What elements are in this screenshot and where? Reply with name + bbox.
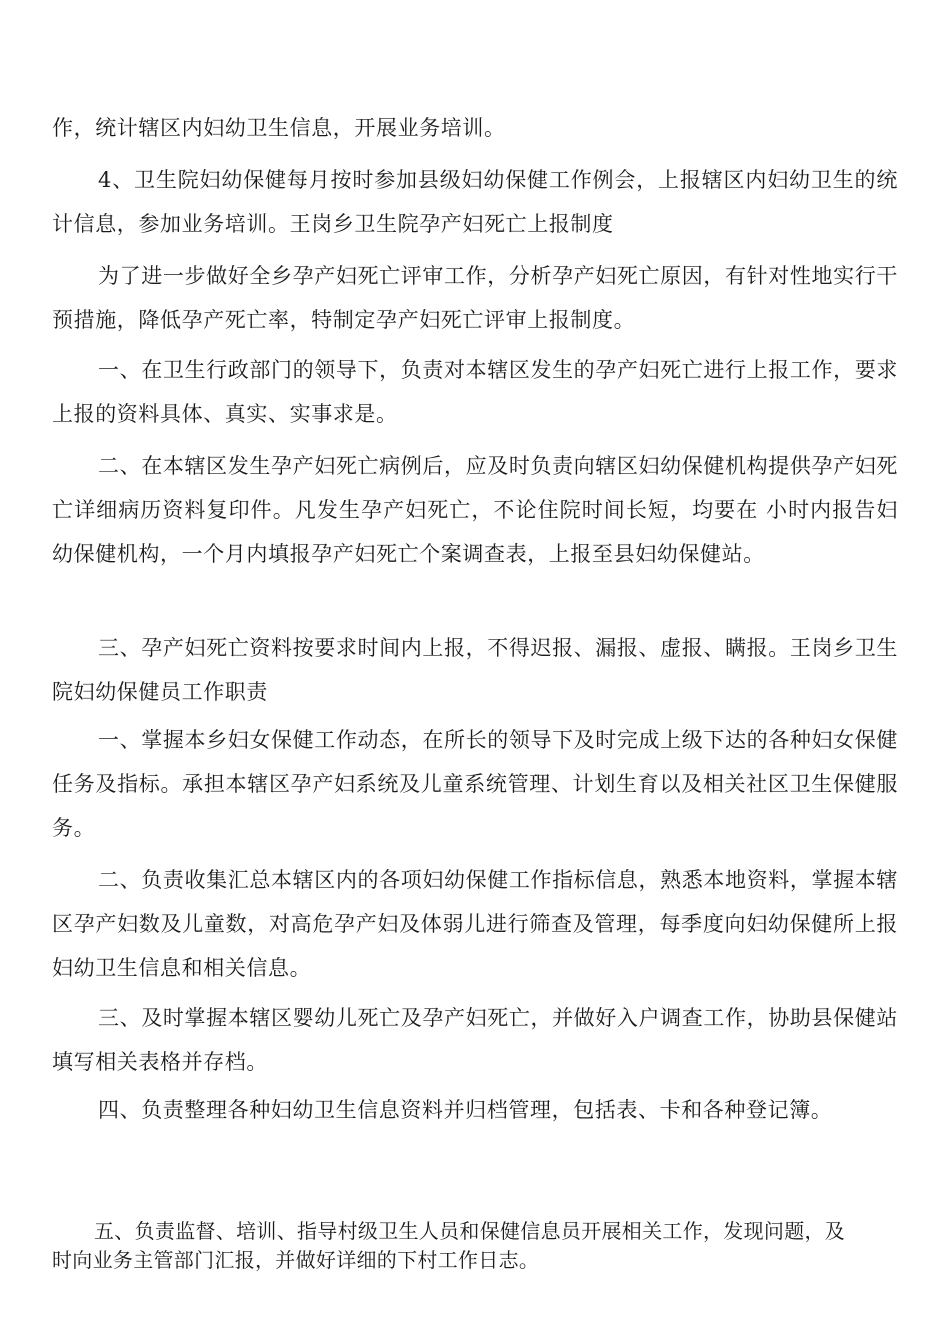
paragraph-duty-1: 一、掌握本乡妇女保健工作动态，在所长的领导下及时完成上级下达的各种妇女保健任务及指标。承担本辖区孕产妇系统及儿童系统管理、计划生育以及相关社区卫生保健服务。 — [52, 728, 898, 840]
paragraph-rule-2: 二、在本辖区发生孕产妇死亡病例后，应及时负责向辖区妇幼保健机构提供孕产妇死亡详细病历资料复印件。凡发生孕产妇死亡，不论住院时间长短，均要在 小时内报告妇幼保健机构，一个月内填报孕产妇死亡个案调查表，上报至县妇幼保健站。 — [52, 454, 898, 566]
paragraph-duty-5: 五、负责监督、培训、指导村级卫生人员和保健信息员开展相关工作，发现问题，及时向业务主管部门汇报，并做好详细的下村工作日志。 — [52, 1219, 846, 1272]
paragraph-intro: 为了进一步做好全乡孕产妇死亡评审工作，分析孕产妇死亡原因，有针对性地实行干预措施，降低孕产死亡率，特制定孕产妇死亡评审上报制度。 — [52, 264, 898, 332]
paragraph-rule-1: 一、在卫生行政部门的领导下，负责对本辖区发生的孕产妇死亡进行上报工作，要求上报的资料具体、真实、实事求是。 — [52, 358, 898, 426]
paragraph-rule-3: 三、孕产妇死亡资料按要求时间内上报，不得迟报、漏报、虚报、瞒报。王岗乡卫生院妇幼保健员工作职责 — [52, 636, 898, 704]
paragraph-item-4: 4、卫生院妇幼保健每月按时参加县级妇幼保健工作例会，上报辖区内妇幼卫生的统计信息，参加业务培训。王岗乡卫生院孕产妇死亡上报制度 — [52, 168, 898, 236]
paragraph-continuation: 作，统计辖区内妇幼卫生信息，开展业务培训。 — [52, 116, 506, 140]
paragraph-duty-4: 四、负责整理各种妇幼卫生信息资料并归档管理，包括表、卡和各种登记簿。 — [98, 1098, 833, 1122]
paragraph-duty-3: 三、及时掌握本辖区婴幼儿死亡及孕产妇死亡，并做好入户调查工作，协助县保健站填写相关表格并存档。 — [52, 1006, 898, 1074]
paragraph-duty-2: 二、负责收集汇总本辖区内的各项妇幼保健工作指标信息，熟悉本地资料，掌握本辖区孕产妇数及儿童数，对高危孕产妇及体弱儿进行筛查及管理，每季度向妇幼保健所上报妇幼卫生信息和相关信息。 — [52, 868, 898, 980]
